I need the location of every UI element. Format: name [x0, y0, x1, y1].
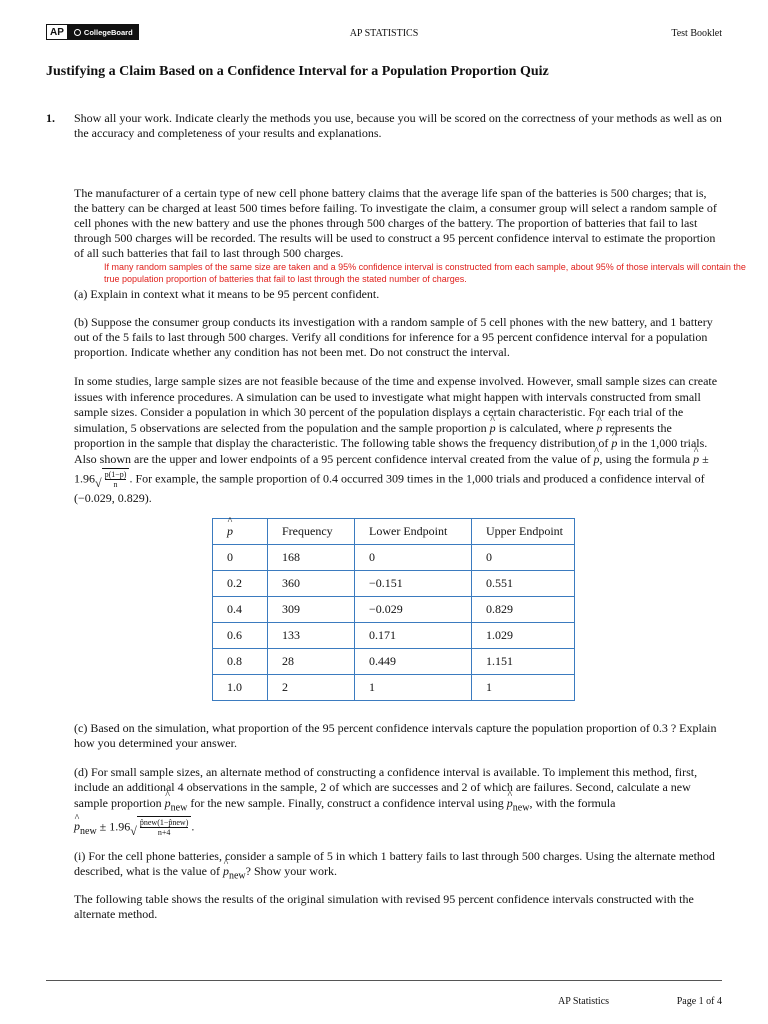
page-title: Justifying a Claim Based on a Confidence Interval for a Population Proportion Quiz: [46, 64, 549, 79]
answer-annotation: If many random samples of the same size are taken and a 95% confidence interval is constructed from each sample, about 95% of those intervals will contain the true population proportion of batteries that fail to last through the stated number of charges.: [104, 262, 746, 284]
ap-logo: AP: [46, 24, 68, 40]
table-cell: 28: [268, 649, 355, 675]
intro-paragraph: The manufacturer of a certain type of new cell phone battery claims that the average life span of the batteries is 500 charges; that is, the battery can be charged at least 500 times before failing. To investigate the claim, a consumer group will select a random sample of cell phones with the new battery and use the phones through 500 charges of the battery. The proportion of batteries that fail to last through 500 charges will be recorded. The results will be used to construct a 95 percent confidence interval to estimate the proportion of all such batteries that fail to last through 500 charges.: [74, 186, 717, 260]
formula-fraction: $\frac{p(1-p)}{n}$: [102, 468, 130, 489]
table-cell: −0.029: [355, 597, 472, 623]
page-number: Page 1 of 4: [676, 996, 722, 1007]
p-hat-new-symbol: ^ p: [507, 796, 513, 811]
table-cell: 0: [472, 545, 575, 571]
table-cell: 0: [355, 545, 472, 571]
closing-paragraph: The following table shows the results of the original simulation with revised 95 percent confidence intervals constructed with the alternate method.: [74, 892, 694, 921]
table-row: [213, 623, 575, 649]
table-row: [213, 649, 575, 675]
part-c: (c) Based on the simulation, what proportion of the 95 percent confidence intervals capture the population proportion of 0.3 ? Explain how you determined your answer.: [74, 721, 717, 750]
simulation-table: [212, 518, 575, 701]
table-row: [213, 545, 575, 571]
p-hat-symbol: ^ p: [597, 421, 603, 437]
table-cell: 133: [268, 623, 355, 649]
formula-p-hat-new: ^ p: [74, 819, 80, 834]
table-cell: 0.171: [355, 623, 472, 649]
simulation-paragraph: In some studies, large sample sizes are not feasible because of the time and expense involved. However, small sample sizes can create issues with inference procedures. A simulation can be used to investigate what might happen with intervals constructed from small sample sizes. Consider a population in which 30 percent of the population displays a certain characteristic. For each trial of the simulation, 5 observations are selected from the population and the sample proportion ^ p is calculated, where ^ p represents the proportion in the sample that display the characteristic. The following table shows the frequency distribution of ^ p in the 1,000 trials. Also shown are the upper and lower endpoints of a 95 percent confidence interval created from the value of ^ p, using the formula ^ p ± 1.96√ $\frac{p(1-p)}{n}$. For example, the sample proportion of 0.4 occurred 309 times in the 1,000 trials and produced a confidence interval of (−0.029, 0.829).: [74, 374, 724, 507]
footer-subject: AP Statistics: [558, 996, 610, 1007]
table-header-cell: ^ p: [213, 519, 268, 545]
table-cell: 1.029: [472, 623, 575, 649]
table-cell: 0.829: [472, 597, 575, 623]
p-hat-symbol: ^ p: [611, 436, 617, 452]
p-hat-symbol: ^ p: [490, 421, 496, 437]
table-cell: 309: [268, 597, 355, 623]
table-cell: 168: [268, 545, 355, 571]
formula-plus-minus: ± 1.96: [74, 451, 709, 486]
header-subject: AP STATISTICS: [349, 28, 419, 39]
part-d: (d) For small sample sizes, an alternate method of constructing a confidence interval is available. To implement this method, first, include an additional 4 observations in the sample, 2 of which are successes and 2 of which are failures. Second, calculate a new sample proportion ^ $p_{new}$ for the new sample. Finally, construct a confidence interval using ^ $p_{new}$, with the formula ^ $p_{new} \pm 1.96√$ $\frac{\text{p̂new(1−p̂new)}}{n+4}$.: [74, 765, 724, 839]
table-cell: 0.551: [472, 571, 575, 597]
instructions: Show all your work. Indicate clearly the methods you use, because you will be scored on the correctness of your methods as well as on the accuracy and completeness of your results and explanations.: [74, 111, 722, 140]
part-d-i: (i) For the cell phone batteries, consider a sample of 5 in which 1 battery fails to last through 500 charges. Using the alternate method described, what is the value of ^ $p_{new}$? Show your work.: [74, 849, 724, 883]
footer-divider: [46, 980, 722, 981]
table-cell: 1: [355, 675, 472, 701]
table-cell: 1: [472, 675, 575, 701]
table-cell: −0.151: [355, 571, 472, 597]
part-b: (b) Suppose the consumer group conducts its investigation with a random sample of 5 cell phones with the new battery, and 1 battery out of the 5 fails to last through 500 charges. Verify all conditions for inference for a 95 percent confidence interval for a population proportion. Indicate whether any condition has not been met. Do not construct the interval.: [74, 315, 713, 359]
table-cell: 2: [268, 675, 355, 701]
formula-sqrt: √ $\frac{p(1-p)}{n}$: [95, 468, 129, 492]
table-header-cell: Upper Endpoint: [472, 519, 575, 545]
formula-fraction: $\frac{\text{p̂new(1−p̂new)}}{n+4}$: [137, 816, 192, 837]
table-header-row: [213, 519, 575, 545]
formula-p-hat: ^ p: [693, 452, 699, 468]
table-header-cell: Frequency: [268, 519, 355, 545]
table-header-cell: Lower Endpoint: [355, 519, 472, 545]
table-cell: 1.151: [472, 649, 575, 675]
part-a: (a) Explain in context what it means to be 95 percent confident.: [74, 287, 380, 301]
p-hat-new-symbol: ^ p: [223, 864, 229, 879]
table-cell: 360: [268, 571, 355, 597]
table-row: [213, 571, 575, 597]
formula-plus-minus: ± 1.96: [96, 819, 131, 834]
table-cell: 0: [213, 545, 268, 571]
p-hat-new-symbol: ^ p: [165, 796, 171, 811]
table-cell: 0.449: [355, 649, 472, 675]
table-cell: 1.0: [213, 675, 268, 701]
table-cell: 0.4: [213, 597, 268, 623]
header-booklet-label: Test Booklet: [671, 28, 722, 39]
table-cell: 0.8: [213, 649, 268, 675]
p-hat-symbol: ^ p: [593, 452, 599, 468]
question-number: 1.: [46, 111, 55, 125]
formula-sqrt: √ $\frac{\text{p̂new(1−p̂new)}}{n+4}$: [130, 816, 191, 839]
table-cell: 0.2: [213, 571, 268, 597]
table-row: [213, 675, 575, 701]
table-cell: 0.6: [213, 623, 268, 649]
collegeboard-logo-text: CollegeBoard: [83, 27, 133, 37]
table-row: [213, 597, 575, 623]
